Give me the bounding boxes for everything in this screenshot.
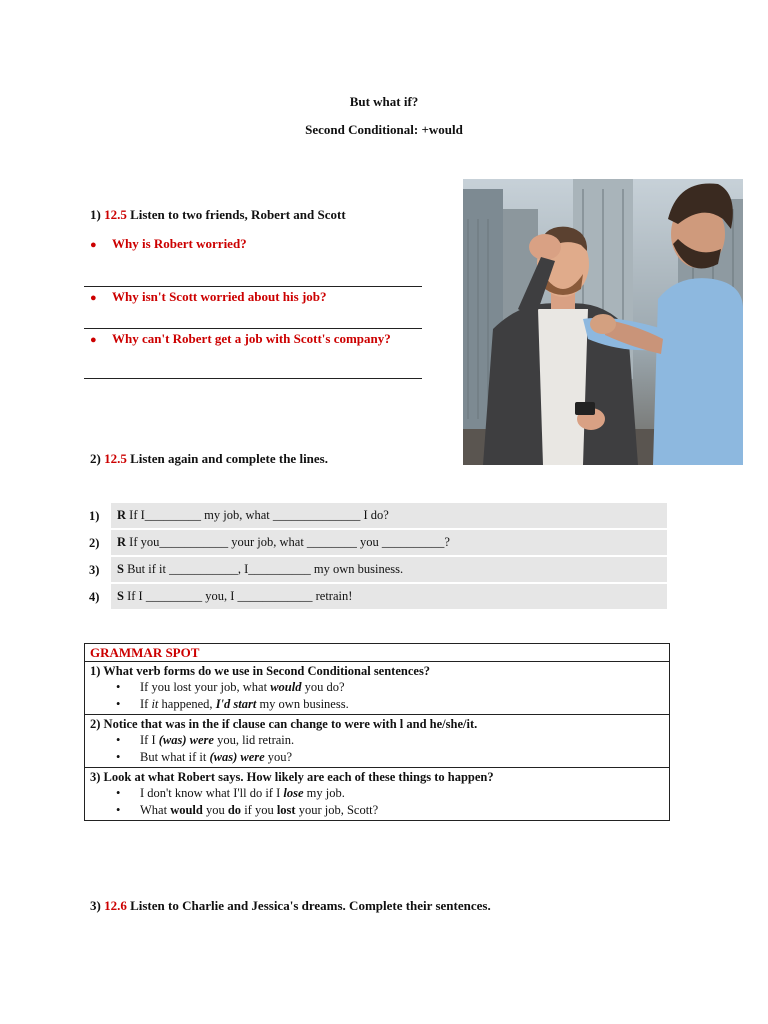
grammar-question: 1) What verb forms do we use in Second Conditional sentences? <box>90 664 431 678</box>
list-item <box>85 530 667 557</box>
line-number: 3) <box>89 563 100 577</box>
emphasis: (was) were <box>158 733 214 747</box>
example-text: What <box>140 803 171 817</box>
bullet-icon: ● <box>90 292 97 304</box>
line-number: 2) <box>89 536 100 550</box>
question-text: Why is Robert worried? <box>112 236 247 251</box>
example-text: you, lid retrain. <box>213 733 295 747</box>
example-text: happened, <box>158 697 216 711</box>
line-number: 1) <box>89 509 100 523</box>
section3-instruction: Listen to Charlie and Jessica's dreams. Complete their sentences. <box>130 898 491 913</box>
question-3 <box>90 331 391 347</box>
grammar-spot-box <box>84 643 670 821</box>
section1-heading <box>90 207 346 223</box>
list-item <box>90 696 664 713</box>
line-cell[interactable] <box>111 503 667 528</box>
line-text: If I _________ you, I ____________ retrain! <box>127 589 353 603</box>
section3-track: 12.6 <box>104 898 127 913</box>
example-text: you do? <box>301 680 345 694</box>
section1-number: 1) <box>90 207 101 222</box>
page-title: But what if? <box>349 94 419 109</box>
example-text: But what if it <box>140 750 210 764</box>
speaker: S <box>117 562 124 576</box>
line-text: But if it ___________, I__________ my own business. <box>127 562 404 576</box>
line-text: If you___________ your job, what ________ you __________? <box>129 535 450 549</box>
line-number: 4) <box>89 590 100 604</box>
example-text: my job. <box>303 786 345 800</box>
question-text: Why can't Robert get a job with Scott's company? <box>112 331 391 346</box>
grammar-heading: GRAMMAR SPOT <box>85 644 669 662</box>
example-text: you <box>202 803 228 817</box>
bullet-icon: ● <box>90 334 97 346</box>
example-text: If <box>140 697 152 711</box>
section3-number: 3) <box>90 898 101 913</box>
list-item <box>90 802 664 819</box>
answer-line[interactable] <box>84 286 422 287</box>
emphasis: lost <box>276 803 296 817</box>
emphasis: it <box>151 697 159 711</box>
page-subtitle: Second Conditional: +would <box>305 122 463 137</box>
answer-line[interactable] <box>84 378 422 379</box>
line-text: If I_________ my job, what ______________ I do? <box>129 508 389 522</box>
list-item <box>90 732 664 749</box>
section2-heading <box>90 451 328 467</box>
question-text: Why isn't Scott worried about his job? <box>112 289 327 304</box>
emphasis: would <box>170 803 203 817</box>
photo-two-men <box>463 179 743 465</box>
emphasis: lose <box>283 786 304 800</box>
list-item <box>90 749 664 766</box>
list-item <box>85 584 667 611</box>
example-text: If I <box>140 733 159 747</box>
grammar-question: 3) Look at what Robert says. How likely are each of these things to happen? <box>90 770 494 784</box>
emphasis: would <box>270 680 302 694</box>
question-1 <box>90 236 247 252</box>
line-cell[interactable] <box>111 530 667 555</box>
section1-instruction: Listen to two friends, Robert and Scott <box>130 207 346 222</box>
section2-instruction: Listen again and complete the lines. <box>130 451 328 466</box>
example-text: If you lost your job, what <box>140 680 271 694</box>
grammar-section-2 <box>85 715 669 768</box>
list-item <box>90 679 664 696</box>
answer-line[interactable] <box>84 328 422 329</box>
bullet-icon: ● <box>90 239 97 251</box>
list-item <box>85 557 667 584</box>
speaker: S <box>117 589 124 603</box>
list-item <box>85 503 667 530</box>
example-text: you? <box>264 750 293 764</box>
example-text: I don't know what I'll do if I <box>140 786 284 800</box>
example-text: my own business. <box>256 697 349 711</box>
line-cell[interactable] <box>111 557 667 582</box>
emphasis: I'd start <box>215 697 257 711</box>
example-text: your job, Scott? <box>295 803 379 817</box>
grammar-section-1 <box>85 662 669 715</box>
list-item <box>90 785 664 802</box>
section2-track: 12.5 <box>104 451 127 466</box>
emphasis: (was) were <box>209 750 265 764</box>
line-cell[interactable] <box>111 584 667 609</box>
section1-track: 12.5 <box>104 207 127 222</box>
speaker: R <box>117 535 127 549</box>
emphasis: do <box>227 803 242 817</box>
section3-heading <box>90 898 491 914</box>
section2-number: 2) <box>90 451 101 466</box>
complete-lines-list <box>85 503 667 611</box>
speaker: R <box>117 508 127 522</box>
question-2 <box>90 289 327 305</box>
grammar-section-3 <box>85 768 669 820</box>
example-text: if you <box>241 803 277 817</box>
grammar-question: 2) Notice that was in the if clause can change to were with l and he/she/it. <box>90 717 478 731</box>
